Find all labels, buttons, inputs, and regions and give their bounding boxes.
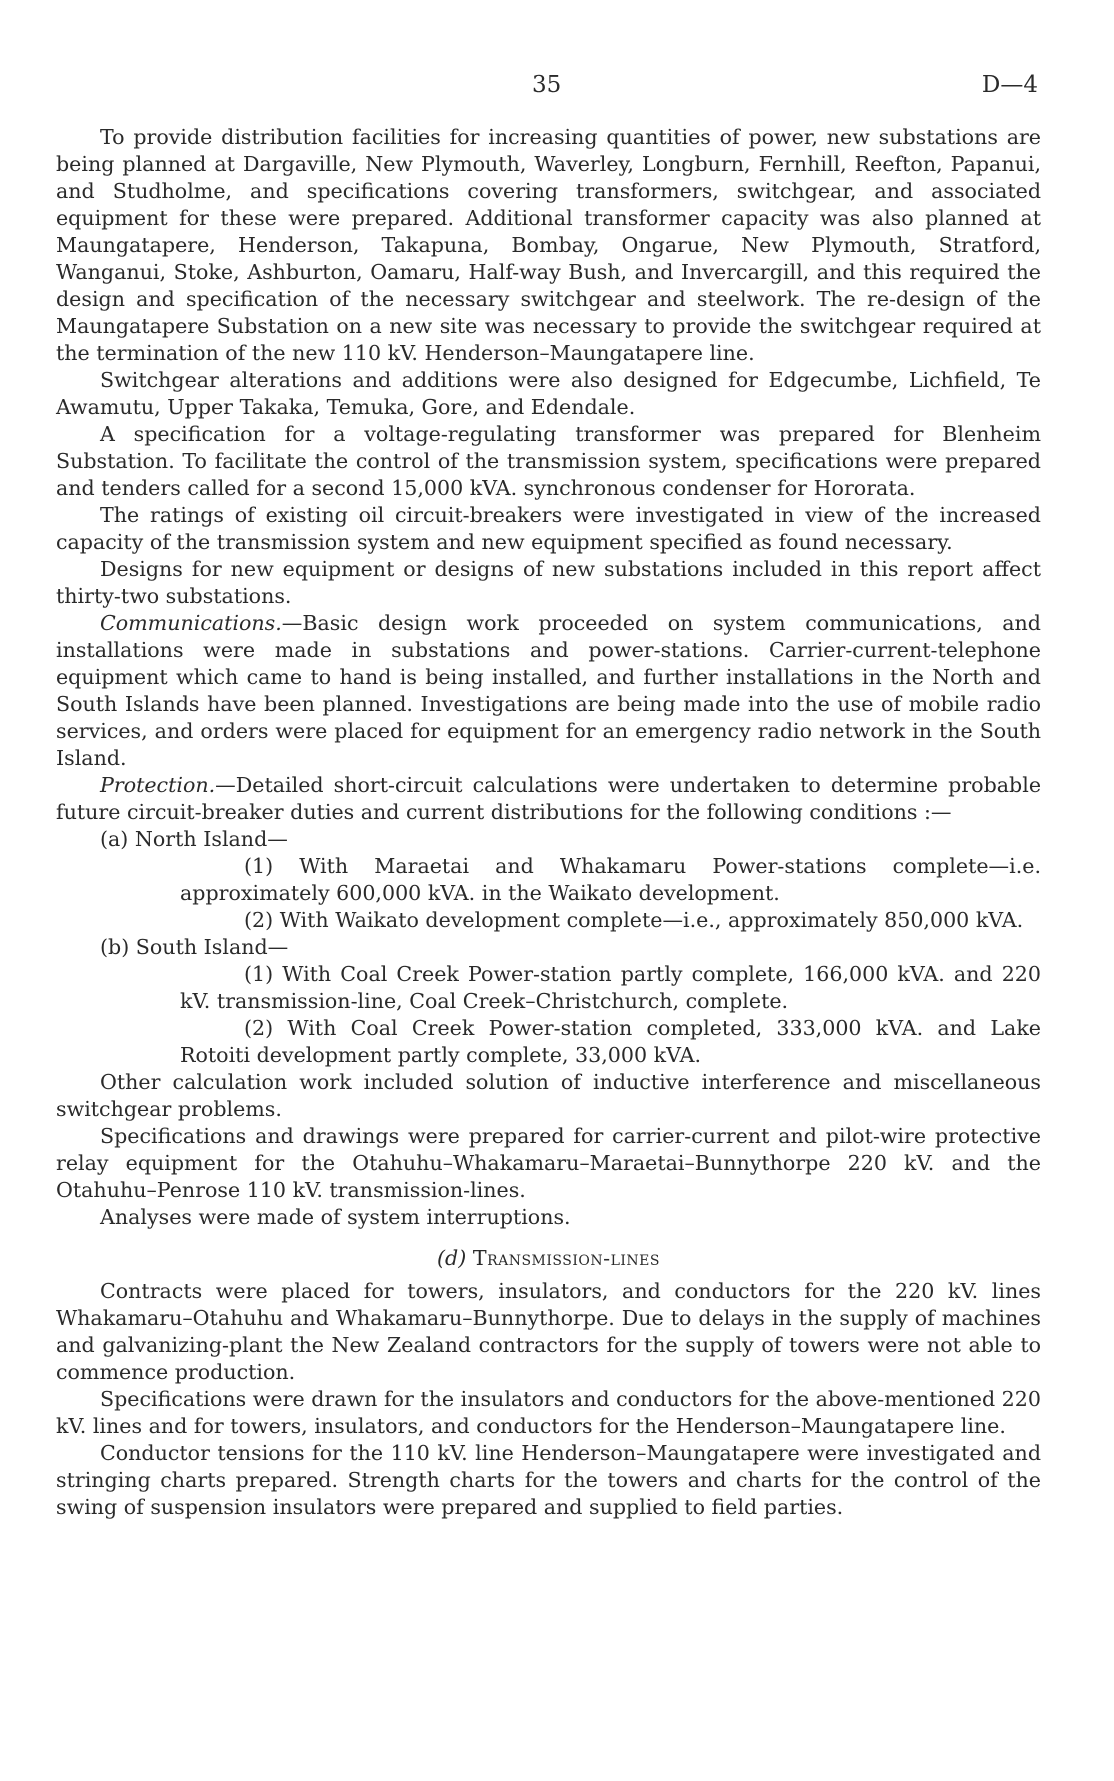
section-heading-title: Transmission-lines (472, 1246, 660, 1270)
paragraph-circuit-breakers: The ratings of existing oil circuit-breakers were investigated in view of the increased capacity of the transmission system and new equipment specified as found necessary. (56, 503, 1041, 554)
page-number: 35 (532, 72, 562, 98)
paragraph-voltage-transformer: A specification for a voltage-regulating transformer was prepared for Blenheim Substation. To facilitate the control of the transmission system, specifications were prepared and tenders called for a second 15,000 kVA. synchronous condenser for Hororata. (56, 422, 1041, 500)
document-reference: D—4 (981, 72, 1038, 98)
paragraph-new-designs: Designs for new equipment or designs of new substations included in this report affect thirty-two substations. (56, 557, 1041, 608)
communications-text: —Basic design work proceeded on system communications, and installations were made in substations and power-stations. Carrier-current-telephone equipment which came to hand is being installed, and further installations in the North and South Islands have been planned. Investigations are being made into the use of mobile radio services, and orders were placed for equipment for an emergency radio network in the South Island. (56, 611, 1041, 770)
list-item-north-2: (2) With Waikato development complete—i.e., approximately 850,000 kVA. (244, 908, 1024, 932)
paragraph-relay-specifications: Specifications and drawings were prepared for carrier-current and pilot-wire protective relay equipment for the Otahuhu–Whakamaru–Maraetai–Bunnythorpe 220 kV. and the Otahuhu–Penrose 110 kV. transmission-lines. (56, 1124, 1041, 1202)
paragraph-conductor-tensions: Conductor tensions for the 110 kV. line Henderson–Maungatapere were investigated and stringing charts prepared. Strength charts for the towers and charts for the control of the swing of suspension insulators were prepared and supplied to field parties. (56, 1441, 1041, 1519)
list-item-north-1: (1) With Maraetai and Whakamaru Power-stations complete—i.e. approximately 600,000 kVA. in the Waikato development. (180, 854, 1041, 905)
list-item-south-1: (1) With Coal Creek Power-station partly complete, 166,000 kVA. and 220 kV. transmission-line, Coal Creek–Christchurch, complete. (180, 962, 1041, 1013)
communications-lead: Communications. (100, 611, 282, 635)
paragraph-contracts: Contracts were placed for towers, insulators, and conductors for the 220 kV. lines Whakamaru–Otahuhu and Whakamaru–Bunnythorpe. Due to delays in the supply of machines and galvanizing-plant the New Zealand contractors for the supply of towers were not able to commence production. (56, 1279, 1041, 1384)
list-item-south-2: (2) With Coal Creek Power-station completed, 333,000 kVA. and Lake Rotoiti development partly complete, 33,000 kVA. (180, 1016, 1041, 1067)
document-body (56, 124, 1041, 1521)
paragraph-switchgear: Switchgear alterations and additions were also designed for Edgecumbe, Lichfield, Te Awamutu, Upper Takaka, Temuka, Gore, and Edendale. (56, 368, 1041, 419)
protection-lead: Protection. (100, 773, 216, 797)
protection-text: —Detailed short-circuit calculations were undertaken to determine probable future circuit-breaker duties and current distributions for the following conditions :— (56, 773, 1041, 824)
section-heading (56, 1245, 1041, 1272)
page-header (0, 72, 1114, 102)
paragraph-communications (56, 610, 1041, 772)
paragraph-protection (56, 772, 1041, 826)
list-label-south-island: (b) South Island— (100, 935, 289, 959)
list-label-north-island: (a) North Island— (100, 827, 288, 851)
paragraph-insulator-specifications: Specifications were drawn for the insulators and conductors for the above-mentioned 220 kV. lines and for towers, insulators, and conductors for the Henderson–Maungatapere line. (56, 1387, 1041, 1438)
paragraph-interruptions: Analyses were made of system interruptions. (100, 1205, 571, 1229)
section-heading-prefix: (d) (437, 1246, 467, 1270)
paragraph-substations: To provide distribution facilities for increasing quantities of power, new substations are being planned at Dargaville, New Plymouth, Waverley, Longburn, Fernhill, Reefton, Papanui, and Studholme, and specifications covering transformers, switchgear, and associated equipment for these were prepared. Additional transformer capacity was also planned at Maungatapere, Henderson, Takapuna, Bombay, Ongarue, New Plymouth, Stratford, Wanganui, Stoke, Ashburton, Oamaru, Half-way Bush, and Invercargill, and this required the design and specification of the necessary switchgear and steelwork. The re-design of the Maungatapere Substation on a new site was necessary to provide the switchgear required at the termination of the new 110 kV. Henderson–Maungatapere line. (56, 125, 1041, 365)
paragraph-other-calculations: Other calculation work included solution of inductive interference and miscellaneous switchgear problems. (56, 1070, 1041, 1121)
